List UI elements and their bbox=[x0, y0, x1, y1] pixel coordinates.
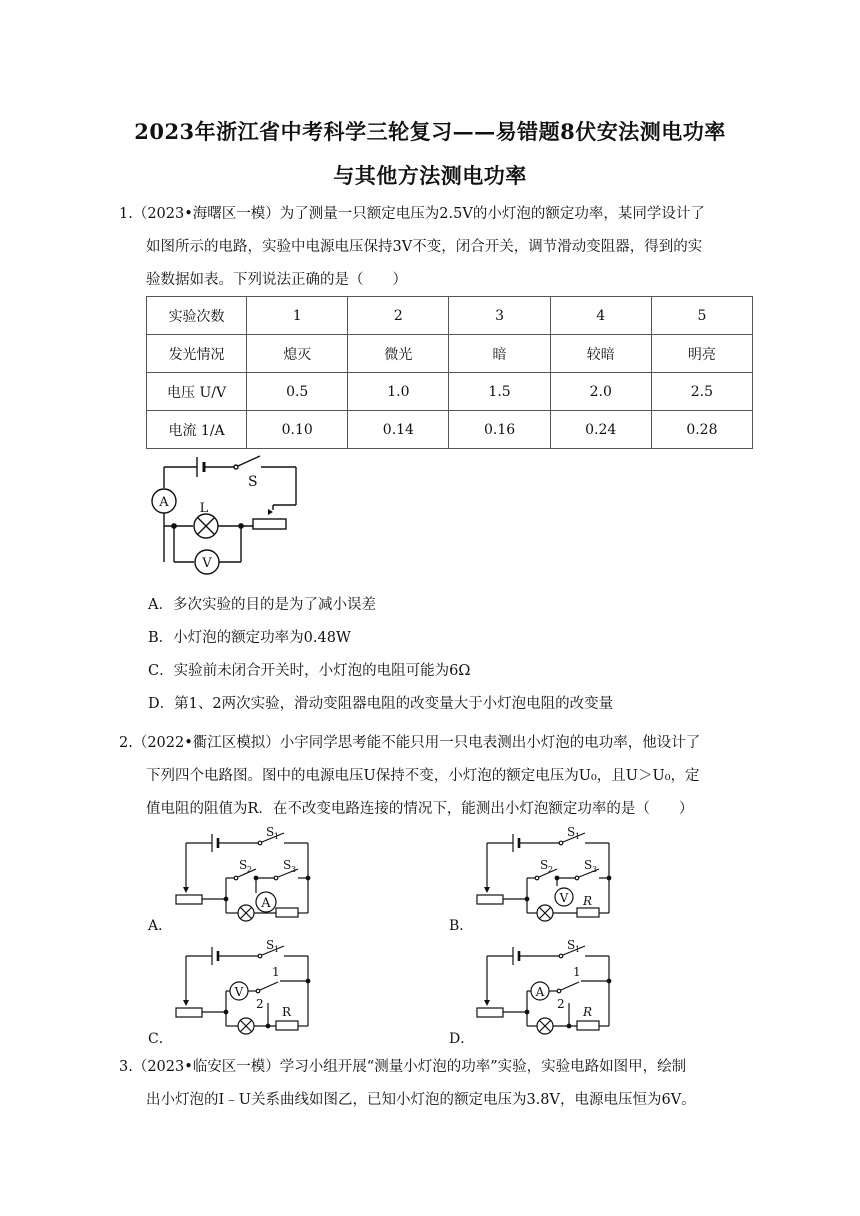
switch-s2-sub: 2 bbox=[247, 865, 253, 874]
table-cell: 电流 1/A bbox=[147, 411, 247, 449]
q1-option-b: B．小灯泡的额定功率为0.48W bbox=[148, 630, 351, 646]
table-cell: 2.0 bbox=[550, 373, 651, 411]
table-cell: 5 bbox=[651, 297, 752, 335]
switch-blade-icon bbox=[238, 456, 260, 466]
table-row bbox=[147, 373, 753, 411]
q1-data-table bbox=[146, 296, 753, 449]
q2-option-d-label: D． bbox=[449, 1031, 475, 1047]
table-cell: 2.5 bbox=[651, 373, 752, 411]
resistor-icon bbox=[276, 908, 298, 917]
switch-contact-icon bbox=[234, 465, 238, 469]
table-cell: 0.5 bbox=[247, 373, 348, 411]
resistor-icon bbox=[577, 1021, 599, 1030]
table-cell: 0.10 bbox=[247, 411, 348, 449]
q1-text-line3: 验数据如表。下列说法正确的是（ ） bbox=[146, 272, 407, 288]
table-cell: 3 bbox=[449, 297, 550, 335]
switch-s1-label: S bbox=[567, 938, 576, 952]
table-cell: 明亮 bbox=[651, 335, 752, 373]
switch-s3-sub: 3 bbox=[291, 865, 297, 874]
q3-text-line1: 3.（2023•临安区一模）学习小组开展“测量小灯泡的功率”实验，实验电路如图甲，绘制 bbox=[119, 1059, 687, 1075]
voltmeter-label: V bbox=[559, 891, 569, 905]
position-2-label: 2 bbox=[557, 997, 565, 1011]
rheostat-icon bbox=[176, 895, 202, 904]
q2-text-line2: 下列四个电路图。图中的电源电压U保持不变，小灯泡的额定电压为U₀，且U＞U₀，定 bbox=[146, 768, 700, 784]
q2-option-b-label: B． bbox=[449, 918, 474, 934]
rheostat-icon bbox=[253, 519, 286, 529]
slider-arrow-icon bbox=[183, 1000, 189, 1006]
page-title: 2023年浙江省中考科学三轮复习——易错题8伏安法测电功率 bbox=[134, 119, 726, 144]
table-cell: 发光情况 bbox=[147, 335, 247, 373]
switch-s2-label: S bbox=[239, 858, 248, 872]
table-row bbox=[147, 335, 753, 373]
table-cell: 实验次数 bbox=[147, 297, 247, 335]
table-cell: 0.14 bbox=[348, 411, 449, 449]
switch-s3-label: S bbox=[584, 858, 593, 872]
slider-arrow-icon bbox=[484, 1000, 490, 1006]
lamp-label: L bbox=[199, 501, 209, 516]
table-cell: 微光 bbox=[348, 335, 449, 373]
rheostat-icon bbox=[477, 895, 503, 904]
table-row bbox=[147, 297, 753, 335]
q2-circuit-d bbox=[473, 936, 618, 1036]
switch-s1-sub: 1 bbox=[575, 832, 581, 841]
slider-arrow-icon bbox=[268, 509, 273, 515]
resistor-label: R bbox=[282, 1005, 292, 1019]
q1-text-line1: 1.（2023•海曙区一模）为了测量一只额定电压为2.5V的小灯泡的额定功率，某同学设计了 bbox=[119, 206, 705, 222]
q1-option-c: C．实验前未闭合开关时，小灯泡的电阻可能为6Ω bbox=[148, 663, 471, 679]
position-1-label: 1 bbox=[573, 965, 581, 979]
ammeter-label: A bbox=[535, 985, 545, 999]
q3-text-line2: 出小灯泡的I﹣U关系曲线如图乙，已知小灯泡的额定电压为3.8V，电源电压恒为6V。 bbox=[146, 1092, 696, 1108]
q2-circuit-c bbox=[172, 936, 317, 1036]
switch-s1-sub: 1 bbox=[274, 832, 280, 841]
voltmeter-label: V bbox=[234, 985, 244, 999]
switch-spdt-icon bbox=[561, 982, 579, 990]
q2-text-line1: 2.（2022•衢江区模拟）小宇同学思考能不能只用一只电表测出小灯泡的电功率，他设计了 bbox=[119, 735, 701, 751]
table-cell: 1.5 bbox=[449, 373, 550, 411]
q1-option-d: D．第1、2两次实验，滑动变阻器电阻的改变量大于小灯泡电阻的改变量 bbox=[148, 696, 614, 712]
table-cell: 1.0 bbox=[348, 373, 449, 411]
table-cell: 较暗 bbox=[550, 335, 651, 373]
switch-s2-sub: 2 bbox=[548, 865, 554, 874]
q1-circuit-diagram bbox=[140, 455, 315, 585]
switch-s2-label: S bbox=[540, 858, 549, 872]
slider-arrow-icon bbox=[484, 887, 490, 893]
q2-option-c-label: C． bbox=[148, 1031, 173, 1047]
voltmeter-label: V bbox=[202, 556, 212, 571]
q1-text-line2: 如图所示的电路，实验中电源电压保持3V不变，闭合开关，调节滑动变阻器，得到的实 bbox=[146, 239, 703, 255]
q1-option-a: A．多次实验的目的是为了减小误差 bbox=[148, 597, 376, 613]
table-cell: 2 bbox=[348, 297, 449, 335]
switch-s1-sub: 1 bbox=[274, 945, 280, 954]
ammeter-label: A bbox=[261, 896, 271, 911]
switch-s1-label: S bbox=[567, 825, 576, 839]
table-cell: 暗 bbox=[449, 335, 550, 373]
table-cell: 0.28 bbox=[651, 411, 752, 449]
switch-s1-label: S bbox=[266, 825, 275, 839]
switch-s1-label: S bbox=[266, 938, 275, 952]
table-cell: 1 bbox=[247, 297, 348, 335]
table-cell: 0.16 bbox=[449, 411, 550, 449]
page-title-line2: 与其他方法测电功率 bbox=[333, 163, 527, 188]
rheostat-icon bbox=[176, 1008, 202, 1017]
switch-label: S bbox=[248, 474, 258, 490]
table-cell: 熄灭 bbox=[247, 335, 348, 373]
rheostat-icon bbox=[477, 1008, 503, 1017]
q2-option-a-label: A． bbox=[148, 918, 173, 934]
position-1-label: 1 bbox=[272, 965, 280, 979]
q2-text-line3: 值电阻的阻值为R．在不改变电路连接的情况下，能测出小灯泡额定功率的是（ ） bbox=[146, 801, 694, 817]
switch-s3-label: S bbox=[283, 858, 292, 872]
position-2-label: 2 bbox=[256, 997, 264, 1011]
q2-circuit-a bbox=[172, 823, 317, 923]
table-cell: 4 bbox=[550, 297, 651, 335]
switch-s1-sub: 1 bbox=[575, 945, 581, 954]
switch-spdt-icon bbox=[260, 982, 278, 990]
slider-arrow-icon bbox=[183, 887, 189, 893]
resistor-icon bbox=[276, 1021, 298, 1030]
resistor-icon bbox=[577, 908, 599, 917]
resistor-label: R bbox=[583, 894, 593, 908]
resistor-label: R bbox=[583, 1005, 593, 1019]
table-row bbox=[147, 411, 753, 449]
switch-s3-sub: 3 bbox=[592, 865, 598, 874]
ammeter-label: A bbox=[159, 495, 169, 510]
q2-circuit-b bbox=[473, 823, 618, 923]
table-cell: 0.24 bbox=[550, 411, 651, 449]
table-cell: 电压 U/V bbox=[147, 373, 247, 411]
